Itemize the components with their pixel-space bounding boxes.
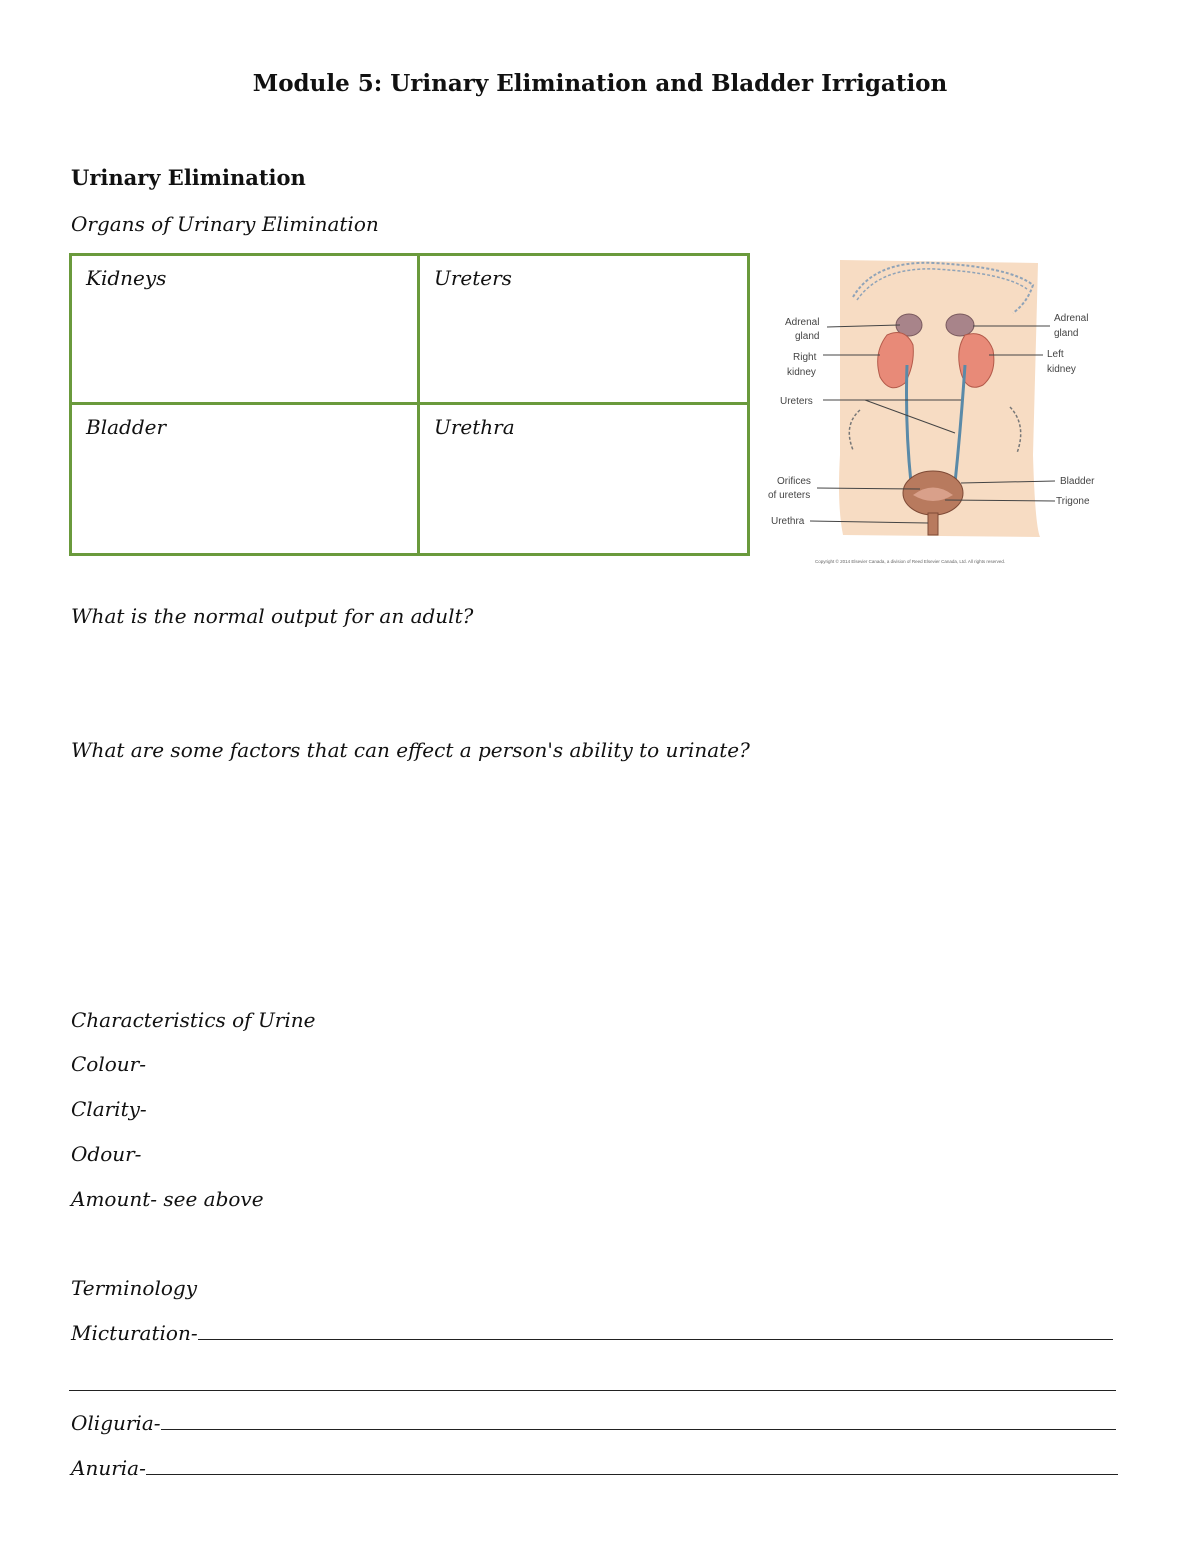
micturation-answer-line[interactable] [198, 1321, 1113, 1340]
question-normal-output: What is the normal output for an adult? [71, 604, 474, 628]
label-adrenal-gland-right-2: gland [1054, 328, 1079, 339]
cell-ureters-label: Ureters [434, 266, 512, 290]
urethra-shape [928, 513, 938, 535]
cell-kidneys[interactable] [72, 256, 417, 402]
term-oliguria [71, 1411, 1116, 1435]
label-adrenal-gland-right-1: Adrenal [1054, 313, 1089, 324]
page-title: Module 5: Urinary Elimination and Bladder Irrigation [252, 70, 948, 97]
question-factors: What are some factors that can effect a person's ability to urinate? [71, 738, 750, 762]
characteristics-heading: Characteristics of Urine [71, 1008, 316, 1032]
organs-table [69, 253, 750, 556]
term-micturation [71, 1321, 1113, 1345]
characteristic-colour: Colour- [71, 1052, 146, 1076]
cell-bladder-label: Bladder [86, 415, 167, 439]
characteristic-amount: Amount- see above [71, 1187, 264, 1211]
label-right-kidney-1: Right [793, 352, 817, 363]
cell-kidneys-label: Kidneys [86, 266, 167, 290]
characteristic-odour: Odour- [71, 1142, 142, 1166]
label-adrenal-gland-left-2: gland [795, 331, 820, 342]
urinary-system-diagram [765, 255, 1110, 570]
label-left-kidney-2: kidney [1047, 364, 1076, 375]
cell-bladder[interactable] [72, 405, 417, 553]
cell-urethra[interactable] [420, 405, 747, 553]
term-anuria-label: Anuria- [71, 1456, 146, 1480]
label-trigone: Trigone [1056, 496, 1090, 507]
diagram-copyright: Copyright © 2014 Elsevier Canada, a division of Reed Elsevier Canada, Ltd. All rights reserved. [815, 559, 1006, 564]
adrenal-gland-right-shape [946, 314, 974, 336]
label-orifices-1: Orifices [777, 476, 811, 487]
label-adrenal-gland-left-1: Adrenal [785, 317, 820, 328]
cell-urethra-label: Urethra [434, 415, 515, 439]
label-right-kidney-2: kidney [787, 367, 816, 378]
label-bladder: Bladder [1060, 476, 1095, 487]
label-ureters: Ureters [780, 396, 813, 407]
terminology-heading: Terminology [71, 1276, 198, 1300]
section-heading: Urinary Elimination [71, 165, 306, 190]
oliguria-answer-line[interactable] [161, 1411, 1116, 1430]
micturation-answer-line-2[interactable] [69, 1372, 1116, 1391]
anuria-answer-line[interactable] [146, 1456, 1118, 1475]
label-urethra: Urethra [771, 516, 805, 527]
cell-ureters[interactable] [420, 256, 747, 402]
term-anuria [71, 1456, 1118, 1480]
term-micturation-label: Micturation- [71, 1321, 198, 1345]
label-orifices-2: of ureters [768, 490, 811, 501]
organs-heading: Organs of Urinary Elimination [71, 212, 379, 236]
term-oliguria-label: Oliguria- [71, 1411, 161, 1435]
label-left-kidney-1: Left [1047, 349, 1064, 360]
characteristic-clarity: Clarity- [71, 1097, 147, 1121]
